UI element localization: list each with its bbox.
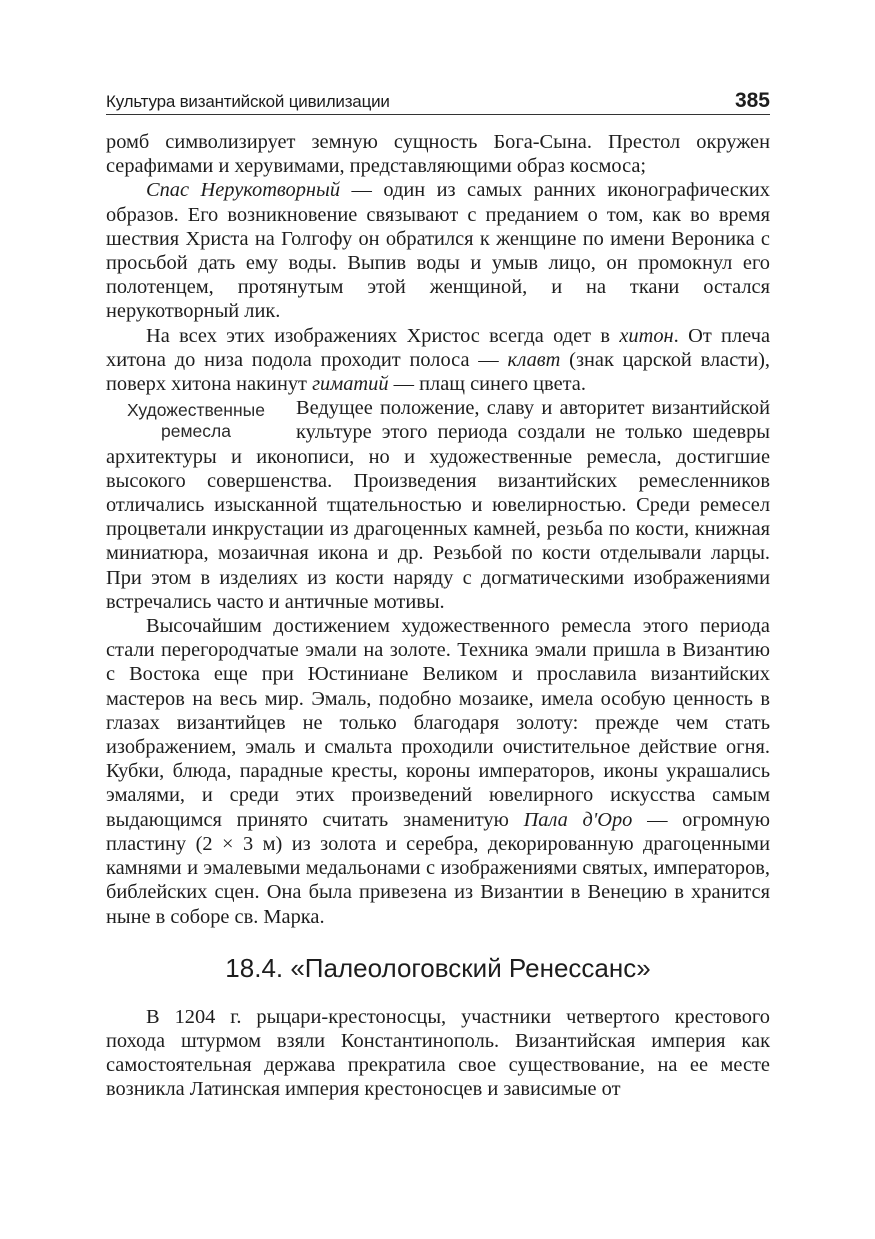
paragraph-6-text: В 1204 г. рыцари-крестоносцы, участники четвертого крестового похода штурмом взяли Константинополь. Византийская империя как самостоятельная держава прекратила свое существование, на ее месте возникла Латинская империя крестоносцев и зависимые от xyxy=(106,1005,770,1101)
paragraph-3 xyxy=(106,324,770,397)
paragraph-3-text-c: (знак царской власти), поверх хитона накинут xyxy=(106,348,770,396)
term-gimatiy: гиматий xyxy=(312,373,389,396)
section-heading: 18.4. «Палеологовский Ренессанс» xyxy=(225,952,651,983)
paragraph-2-text: — один из самых ранних иконографических образов. Его возникновение связывают с преданием о том, как во время шествия Христа на Голгофу он обратился к женщине по имени Вероника с просьбой дать ему воды. Выпив воды и умыв лицо, он промокнул его полотенцем, протянутым этой женщиной, и на ткани остался нерукотворный лик. xyxy=(106,179,770,323)
paragraph-5-text-a: Высочайшим достижением художественного ремесла этого периода стали перегородчатые эмали на золоте. Техника эмали пришла в Византию с Востока еще при Юстиниане Великом и прославила византийских мастеров на весь мир. Эмаль, подобно мозаике, имела особую ценность в глазах византийцев не только благодаря золоту: прежде чем стать изображением, эмаль и смальта проходили очистительное действие огня. Кубки, блюда, парадные кресты, короны императоров, иконы украшались эмалями, и среди этих произведений ювелирного искусства самым выдающимся принято считать знаменитую xyxy=(106,615,770,831)
running-title: Культура византийской цивилизации xyxy=(106,92,390,111)
paragraph-4-text: Ведущее положение, славу и авторитет византийской культуре этого периода создали не только шедевры архитектуры и иконописи, но и художественные ремесла, достигшие высокого совершенства. Произведения византийских ремесленников отличались изысканной тщательностью и ювелирностью. Среди ремесел процветали инкрустации из драгоценных камней, резьба по кости, книжная миниатюра, мозаичная икона и др. Резьбой по кости отделывали ларцы. При этом в изделиях из кости наряду с догматическими изображениями встречались часто и античные мотивы. xyxy=(106,397,770,613)
body-text xyxy=(106,130,770,1102)
paragraph-4 xyxy=(106,396,770,614)
paragraph-6 xyxy=(106,1005,770,1102)
term-khiton: хитон xyxy=(619,324,674,347)
running-header xyxy=(106,86,770,116)
paragraph-3-text-a: На всех этих изображениях Христос всегда одет в xyxy=(146,324,620,347)
margin-note-line-2: ремесла xyxy=(161,421,231,442)
paragraph-3-text-b: . От плеча хитона до низа подола проходит полоса — xyxy=(106,324,770,371)
paragraph-5 xyxy=(106,614,770,929)
paragraph-1-text: ромб символизирует земную сущность Бога-Сына. Престол окружен серафимами и херувимами, представляющими образ космоса; xyxy=(106,131,770,178)
page-number: 385 xyxy=(734,89,770,112)
paragraph-3-text-d: — плащ синего цвета. xyxy=(388,373,586,396)
term-klavt: клавт xyxy=(507,348,561,371)
paragraph-2 xyxy=(106,178,770,323)
term-spas-nerukotvorny: Спас Нерукотворный xyxy=(146,179,341,202)
paragraph-1 xyxy=(106,130,770,178)
margin-note-line-1: Художественные xyxy=(127,400,265,421)
term-pala-doro: Пала д'Оро xyxy=(523,808,633,831)
margin-note xyxy=(106,400,286,442)
paragraph-5-text-b: — огромную пластину (2 × 3 м) из золота и серебра, декорированную драгоценными камнями и эмалевыми медальонами с изображениями святых, императоров, библейских сцен. Она была привезена из Византии в Венецию в хранится ныне в соборе св. Марка. xyxy=(106,808,770,928)
header-rule xyxy=(106,114,770,115)
